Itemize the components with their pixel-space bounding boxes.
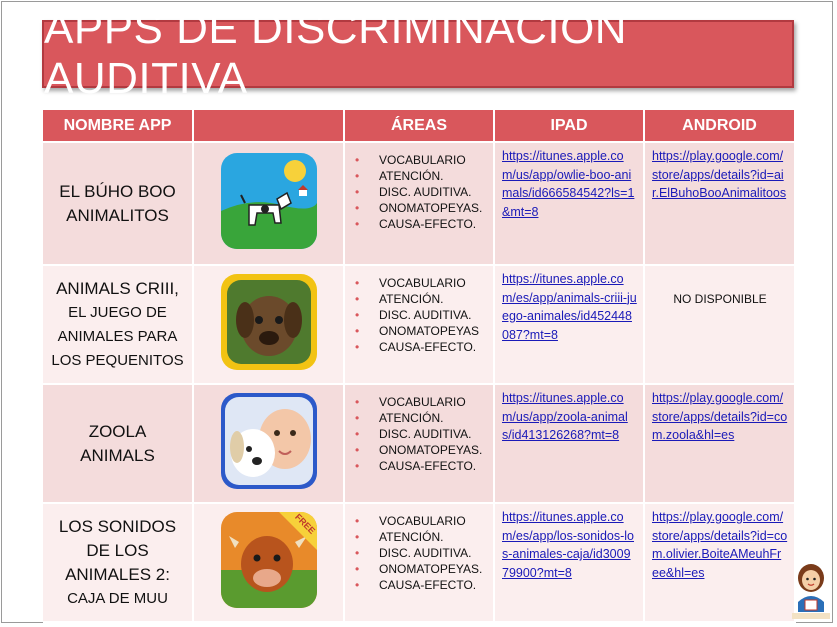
app-name	[43, 503, 193, 622]
area-item: • ONOMATOPEYAS	[355, 323, 493, 339]
dog-meadow-icon[interactable]	[221, 153, 317, 249]
app-name	[43, 265, 193, 384]
android-cell	[644, 384, 795, 503]
table-row	[43, 265, 795, 384]
table-row	[43, 503, 795, 622]
page-title: APPS DE DISCRIMINACIÓN AUDITIVA	[44, 4, 628, 103]
area-item: • VOCABULARIO	[355, 275, 493, 291]
table-header-row	[43, 110, 795, 142]
area-item: • ATENCIÓN.	[355, 410, 493, 426]
table-row	[43, 384, 795, 503]
app-icon-cell	[193, 142, 344, 265]
area-item: • CAUSA-EFECTO.	[355, 339, 493, 355]
android-link[interactable]: https://play.google.com/store/apps/details?id=air.ElBuhoBooAnimalitoos	[652, 149, 787, 200]
areas-cell	[344, 142, 494, 265]
free-badge-text: FREE	[292, 512, 317, 536]
ipad-cell	[494, 265, 644, 384]
area-item: • DISC. AUDITIVA.	[355, 307, 493, 323]
app-name-line: EL JUEGO DE	[68, 303, 167, 321]
area-item: • ONOMATOPEYAS.	[355, 442, 493, 458]
app-name-line: ZOOLA	[88, 421, 147, 441]
android-cell	[644, 503, 795, 622]
app-name-line: CAJA DE MUU	[67, 589, 168, 607]
title-banner	[42, 4, 794, 103]
header-areas: ÁREAS	[344, 110, 494, 142]
header-name: NOMBRE APP	[43, 110, 193, 142]
area-item: • ONOMATOPEYAS.	[355, 561, 493, 577]
header-ipad: IPAD	[494, 110, 644, 142]
android-cell	[644, 142, 795, 265]
app-name-line: LOS SONIDOS	[58, 516, 177, 536]
area-item: • DISC. AUDITIVA.	[355, 545, 493, 561]
header-icon	[193, 110, 344, 142]
app-name-line: ANIMALS	[80, 445, 155, 465]
area-item: • ATENCIÓN.	[355, 168, 493, 184]
teacher-mascot-icon	[790, 562, 832, 620]
area-item: • VOCABULARIO	[355, 513, 493, 529]
app-name-line: EL BÚHO BOO	[59, 181, 176, 201]
app-name-line: ANIMALITOS	[66, 205, 169, 225]
ipad-link[interactable]: https://itunes.apple.com/es/app/los-sonidos-los-animales-caja/id300979900?mt=8	[502, 510, 635, 580]
areas-cell	[344, 265, 494, 384]
apps-table	[43, 110, 796, 623]
ipad-cell	[494, 142, 644, 265]
area-item: • ATENCIÓN.	[355, 529, 493, 545]
header-android: ANDROID	[644, 110, 795, 142]
not-available-text: NO DISPONIBLE	[673, 292, 767, 306]
android-cell	[644, 265, 795, 384]
areas-cell	[344, 503, 494, 622]
android-link[interactable]: https://play.google.com/store/apps/details?id=com.zoola&hl=es	[652, 391, 788, 442]
app-name-line: ANIMALES 2:	[65, 564, 170, 584]
ipad-link[interactable]: https://itunes.apple.com/es/app/animals-criii-juego-animales/id452448087?mt=8	[502, 272, 637, 342]
area-item: • VOCABULARIO	[355, 152, 493, 168]
area-item: • CAUSA-EFECTO.	[355, 216, 493, 232]
app-name-line: DE LOS	[86, 540, 149, 560]
app-name-line: ANIMALS CRIII,	[56, 278, 179, 298]
app-name	[43, 142, 193, 265]
areas-cell	[344, 384, 494, 503]
area-item: • CAUSA-EFECTO.	[355, 458, 493, 474]
app-name-line: LOS PEQUENITOS	[51, 351, 184, 369]
app-icon-cell	[193, 503, 344, 622]
table-row	[43, 142, 795, 265]
area-item: • CAUSA-EFECTO.	[355, 577, 493, 593]
puppy-baby-icon[interactable]	[221, 393, 317, 489]
app-name	[43, 384, 193, 503]
area-item: • ATENCIÓN.	[355, 291, 493, 307]
app-icon-cell	[193, 384, 344, 503]
area-item: • VOCABULARIO	[355, 394, 493, 410]
area-item: • DISC. AUDITIVA.	[355, 426, 493, 442]
ipad-cell	[494, 384, 644, 503]
puppy-photo-icon[interactable]	[221, 274, 317, 370]
ipad-link[interactable]: https://itunes.apple.com/us/app/zoola-animals/id413126268?mt=8	[502, 391, 628, 442]
ipad-cell	[494, 503, 644, 622]
area-item: • DISC. AUDITIVA.	[355, 184, 493, 200]
ipad-link[interactable]: https://itunes.apple.com/us/app/owlie-boo-animals/id666584542?ls=1&mt=8	[502, 149, 635, 219]
app-icon-cell	[193, 265, 344, 384]
app-name-line: ANIMALES PARA	[57, 327, 178, 345]
area-item: • ONOMATOPEYAS.	[355, 200, 493, 216]
cow-free-icon[interactable]	[221, 512, 317, 608]
android-link[interactable]: https://play.google.com/store/apps/details?id=com.olivier.BoiteAMeuhFree&hl=es	[652, 510, 788, 580]
